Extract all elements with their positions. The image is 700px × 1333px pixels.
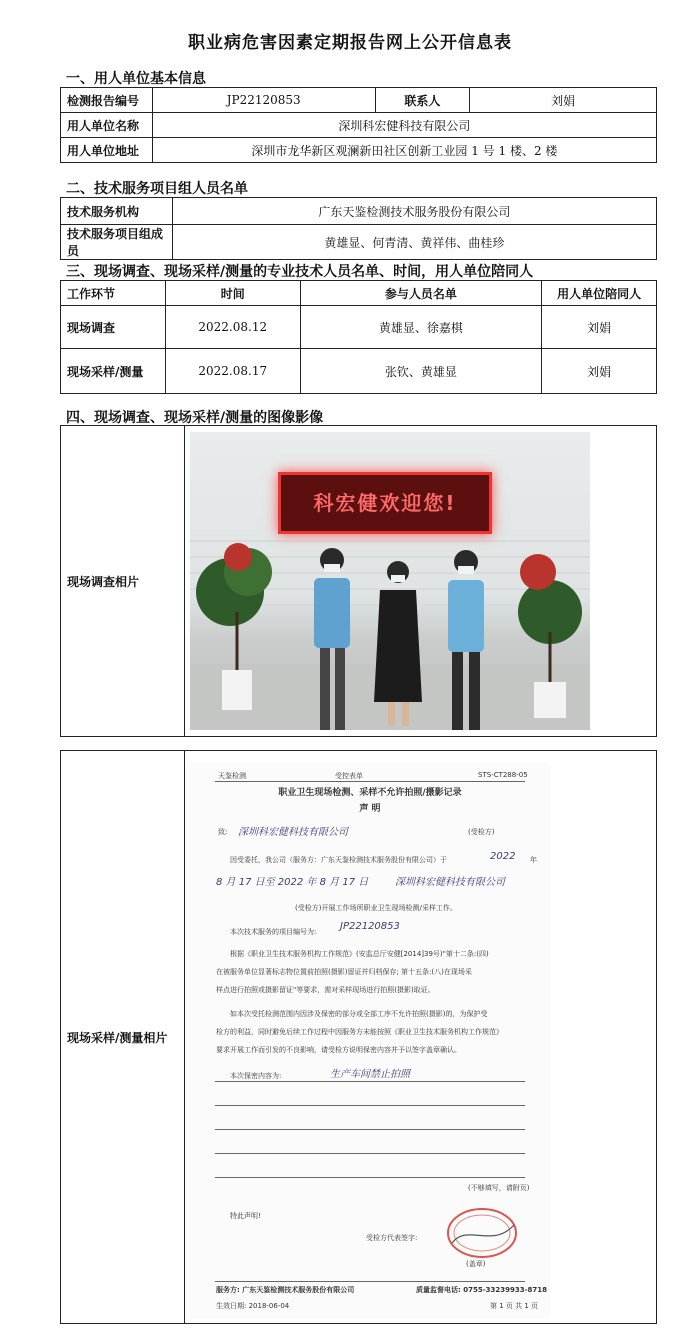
unit-name-label: 用人单位名称 <box>61 113 153 138</box>
org-label: 技术服务机构 <box>61 198 173 225</box>
section-2-heading: 二、技术服务项目组人员名单 <box>66 181 248 197</box>
scan-header-mid: 受控表单 <box>335 772 363 780</box>
scan-subtitle: 声 明 <box>359 804 381 814</box>
scan-p2: 本次技术服务的项目编号为: <box>230 928 317 936</box>
contact-value: 刘娟 <box>470 88 657 113</box>
sampling-photo-label: 现场采样/测量相片 <box>61 751 185 1324</box>
scan-to-hand: 深圳科宏健科技有限公司 <box>238 827 348 838</box>
contact-label: 联系人 <box>375 88 470 113</box>
scan-p3b: 在被服务单位显著标志物位置前拍照(摄影)留证并归档保存; 第十五条:(八)在现场采 <box>216 968 472 976</box>
scan-p5: 本次保密内容为: <box>230 1072 282 1080</box>
scan-p4c: 要求开展工作而引发的不良影响，请受检方说明保密内容并予以签字盖章确认。 <box>216 1046 461 1054</box>
org-value: 广东天鉴检测技术服务股份有限公司 <box>172 198 656 225</box>
scan-p1c: (受检方)开展工作场所职业卫生现场检测/采样工作。 <box>295 904 457 912</box>
scan-p4b: 检方的利益，同时避免后续工作过程中因服务方未能按照《职业卫生技术服务机构工作规范》 <box>216 1028 503 1036</box>
members-value: 黄雄显、何青清、黄祥伟、曲桂珍 <box>172 225 656 260</box>
header-date: 时间 <box>165 281 300 306</box>
page-title: 职业病危害因素定期报告网上公开信息表 <box>188 33 512 53</box>
scan-title: 职业卫生现场检测、采样不允许拍照/摄影记录 <box>278 788 462 798</box>
unit-addr-label: 用人单位地址 <box>61 138 153 163</box>
scan-special: 特此声明! <box>230 1212 261 1220</box>
report-no-value: JP22120853 <box>152 88 375 113</box>
scan-p1a: 因受委托，我公司（服务方：广东天鉴检测技术服务股份有限公司）于 <box>230 856 447 864</box>
section-1-heading: 一、用人单位基本信息 <box>66 71 206 87</box>
scan-secret-hand: 生产车间禁止拍照 <box>330 1069 410 1080</box>
scan-year-hand: 2022 <box>490 851 516 862</box>
section-4-heading: 四、现场调查、现场采样/测量的图像影像 <box>66 410 324 426</box>
survey-photo-label: 现场调查相片 <box>61 426 185 737</box>
scan-footer-left: 服务方: 广东天鉴检测技术服务股份有限公司 <box>216 1286 355 1294</box>
scan-p1b: 年 <box>530 856 537 864</box>
row-step: 现场采样/测量 <box>61 349 166 394</box>
table-row <box>61 306 657 349</box>
header-step: 工作环节 <box>61 281 166 306</box>
unit-addr-value: 深圳市龙华新区观澜新田社区创新工业园 1 号 1 楼、2 楼 <box>152 138 656 163</box>
row-people: 张钦、黄雄显 <box>300 349 542 394</box>
scan-to-suffix: (受检方) <box>468 828 495 836</box>
row-people: 黄雄显、徐嘉棋 <box>300 306 542 349</box>
scan-p3a: 根据《职业卫生技术服务机构工作规范》(安监总厅安健[2014]39号)"第十二条:(四) <box>230 950 489 958</box>
site-survey-photo <box>190 432 590 730</box>
scan-seal-label: (盖章) <box>466 1260 486 1268</box>
row-date: 2022.08.12 <box>165 306 300 349</box>
scan-date-hand: 8 月 17 日至 2022 年 8 月 17 日 <box>216 877 369 888</box>
row-escort: 刘娟 <box>542 349 657 394</box>
scan-proj-hand: JP22120853 <box>340 921 400 932</box>
scan-sign-label: 受检方代表签字: <box>366 1234 418 1242</box>
table-row <box>61 349 657 394</box>
row-step: 现场调查 <box>61 306 166 349</box>
scan-unit-hand: 深圳科宏健科技有限公司 <box>395 877 505 888</box>
scan-header-left: 天鉴检测 <box>218 772 246 780</box>
section-3-heading: 三、现场调查、现场采样/测量的专业技术人员名单、时间，用人单位陪同人 <box>66 264 534 280</box>
personnel-table <box>60 280 657 394</box>
declaration-scan <box>190 763 550 1318</box>
service-team-table <box>60 197 657 260</box>
scan-header-right: STS-CT288-05 <box>478 771 528 779</box>
scan-effective: 生效日期: 2018-06-04 <box>216 1302 290 1310</box>
report-no-label: 检测报告编号 <box>61 88 153 113</box>
row-date: 2022.08.17 <box>165 349 300 394</box>
header-people: 参与人员名单 <box>300 281 542 306</box>
scan-page: 第 1 页 共 1 页 <box>490 1302 539 1310</box>
row-escort: 刘娟 <box>542 306 657 349</box>
header-escort: 用人单位陪同人 <box>542 281 657 306</box>
unit-info-table <box>60 87 657 163</box>
members-label: 技术服务项目组成员 <box>61 225 173 260</box>
scan-not-enough: (不够填写，请附页) <box>468 1184 530 1192</box>
scan-footer-right: 质量监督电话: 0755-33239933-8718 <box>416 1286 547 1294</box>
scan-p4a: 如本次受托检测范围内因涉及保密的部分或全部工序不允许拍照(摄影)的，为保护受 <box>230 1010 488 1018</box>
scan-to-label: 致: <box>218 828 228 836</box>
photo-figures <box>190 432 590 730</box>
unit-name-value: 深圳科宏健科技有限公司 <box>152 113 656 138</box>
company-seal-icon <box>442 1203 522 1263</box>
scan-p3c: 样点进行拍照或摄影留证"等要求，需对采样现场进行拍照(摄影)取证。 <box>216 986 435 994</box>
welcome-sign-text: 科宏健欢迎您! <box>313 491 457 515</box>
